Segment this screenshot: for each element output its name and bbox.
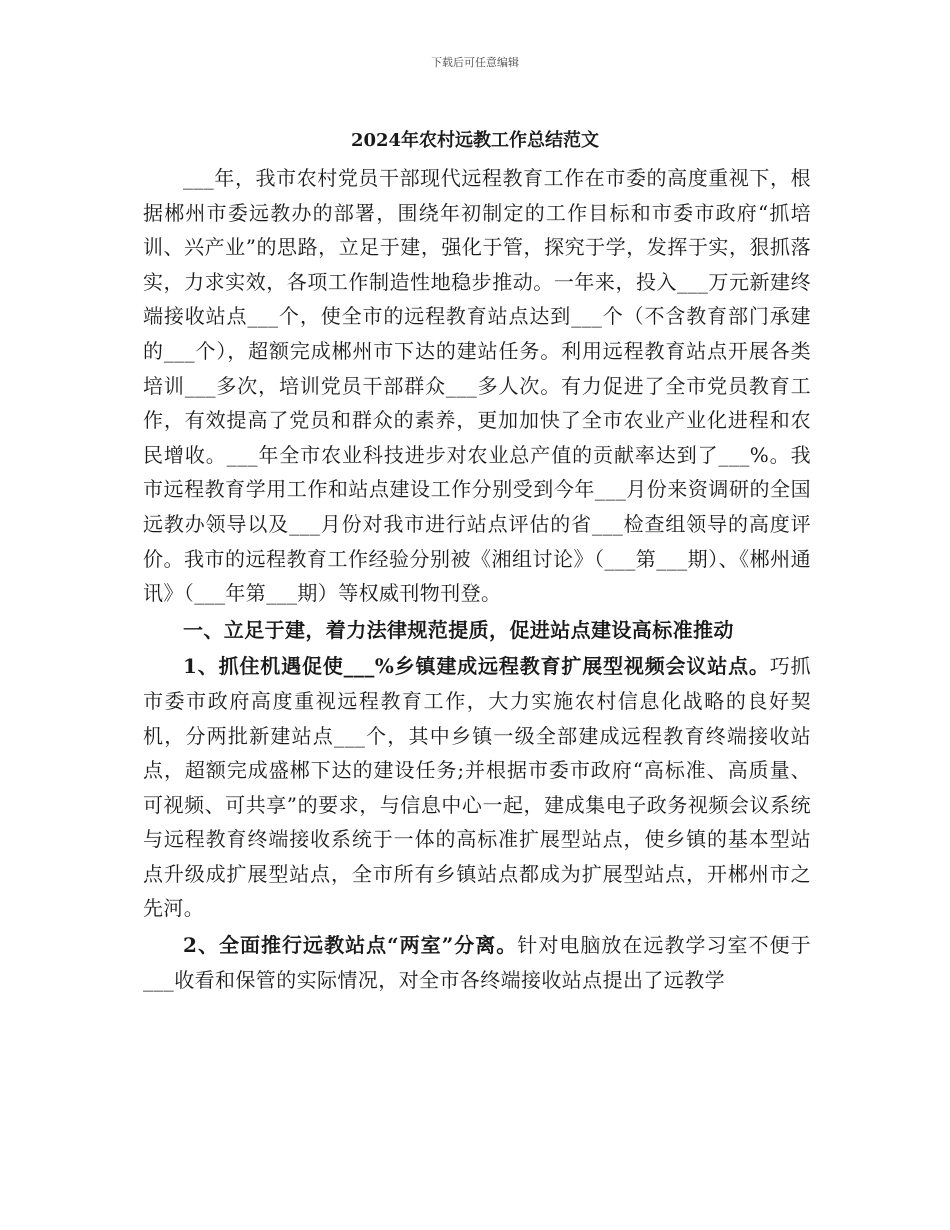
item-1-paragraph xyxy=(143,649,811,926)
intro-paragraph: ___年，我市农村党员干部现代远程教育工作在市委的高度重视下，根据郴州市委远教办的部署，围绕年初制定的工作目标和市委市政府“抓培训、兴产业”的思路，立足于建，强化于管，探究于学，发挥于实，狠抓落实，力求实效，各项工作制造性地稳步推动。一年来，投入___万元新建终端接收站点___个，使全市的远程教育站点达到___个（不含教育部门承建的___个），超额完成郴州市下达的建站任务。利用远程教育站点开展各类培训___多次，培训党员干部群众___多人次。有力促进了全市党员教育工作，有效提高了党员和群众的素养，更加加快了全市农业产业化进程和农民增收。___年全市农业科技进步对农业总产值的贡献率达到了___%。我市远程教育学用工作和站点建设工作分别受到今年___月份来资调研的全国远教办领导以及___月份对我市进行站点评估的省___检查组领导的高度评价。我市的远程教育工作经验分别被《湘组讨论》（___第___期）、《郴州通讯》（___年第___期）等权威刊物刊登。 xyxy=(143,166,811,606)
item-2-lead: 2、全面推行远教站点“两室”分离。 xyxy=(183,933,518,958)
item-1-body: 巧抓市委市政府高度重视远程教育工作，大力实施农村信息化战略的良好契机，分两批新建站点___个，其中乡镇一级全部建成远程教育终端接收站点，超额完成盛郴下达的建设任务;并根据市委市政府“高标准、高质量、可视频、可共享”的要求，与信息中心一起，建成集电子政务视频会议系统与远程教育终端接收系统于一体的高标准扩展型站点，使乡镇的基本型站点升级成扩展型站点，全市所有乡镇站点都成为扩展型站点，开郴州市之先河。 xyxy=(143,654,811,921)
item-2-body: 针对电脑放在远教学习室不便于___收看和保管的实际情况，对全市各终端接收站点提出了远教学 xyxy=(143,933,811,992)
document-body xyxy=(143,161,811,997)
section-heading: 一、立足于建，着力法律规范提质，促进站点建设高标准推动 xyxy=(183,617,734,642)
document-title: 2024年农村远教工作总结范文 xyxy=(350,130,600,151)
item-1-lead: 1、抓住机遇促使___%乡镇建成远程教育扩展型视频会议站点。 xyxy=(183,654,770,679)
item-2-paragraph xyxy=(143,928,811,997)
page-header-note: 下载后可任意编辑 xyxy=(431,56,519,69)
